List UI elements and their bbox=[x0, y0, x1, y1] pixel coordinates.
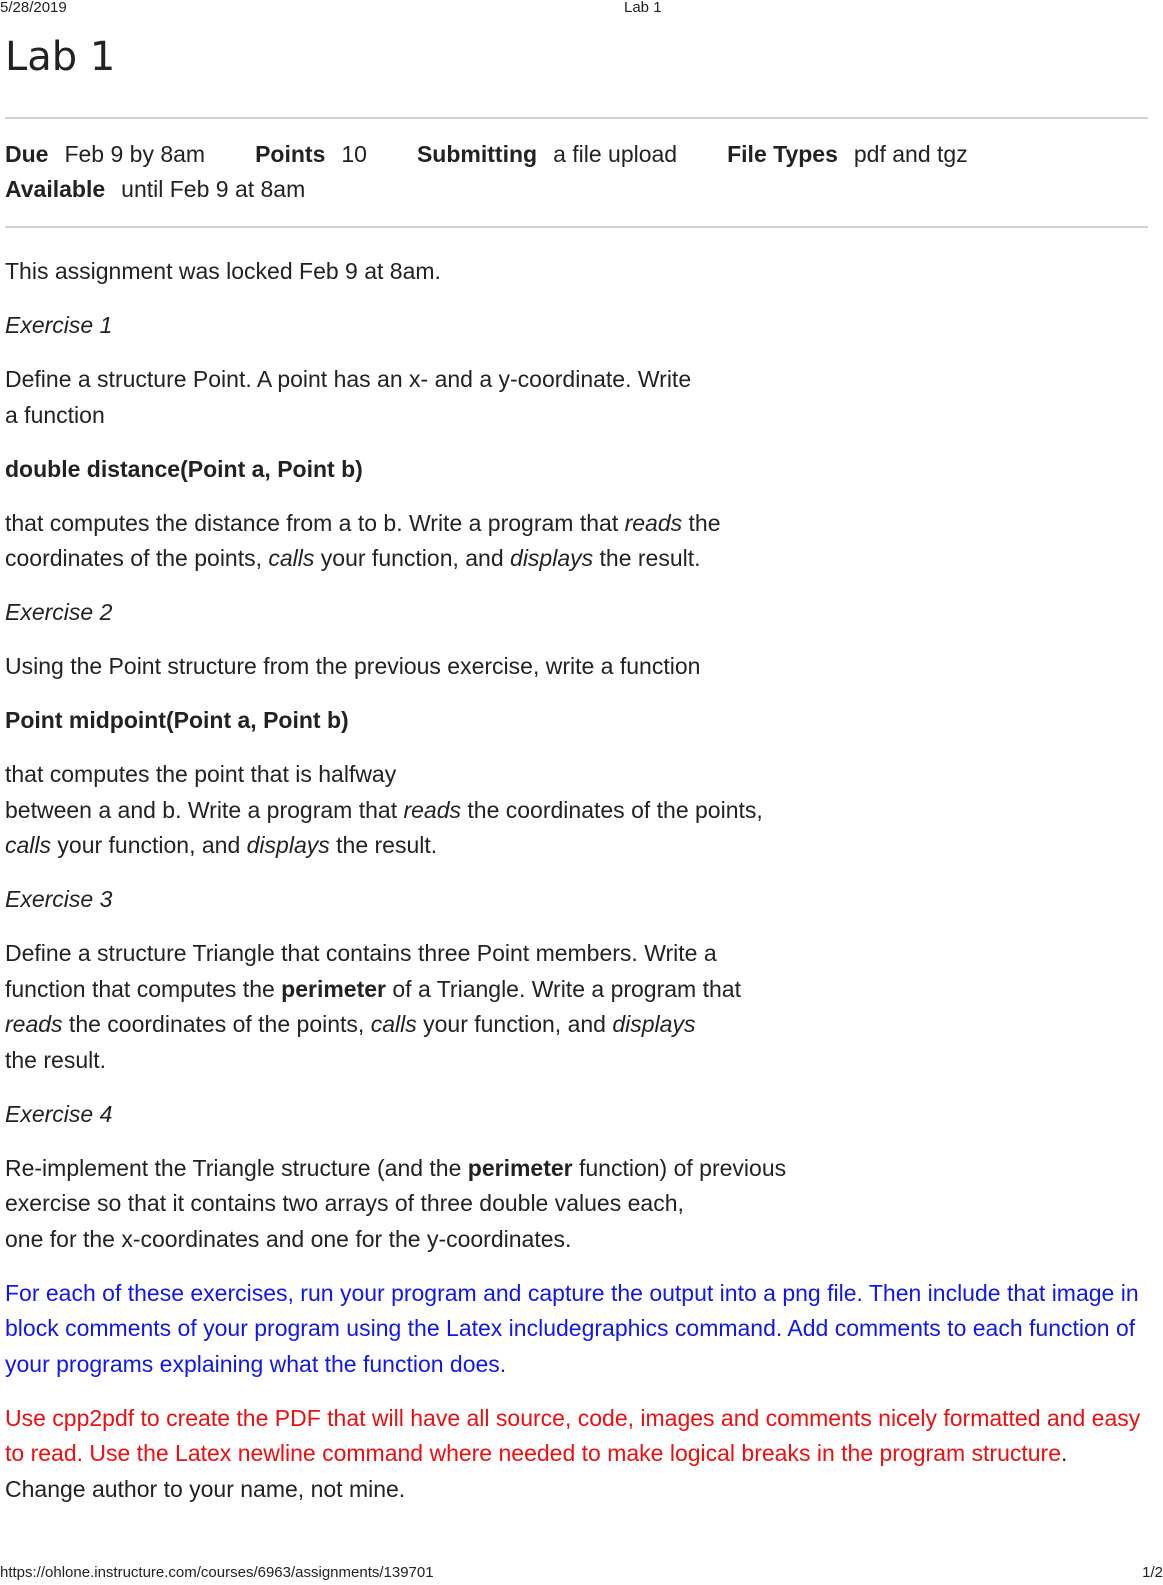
exercise-4-heading: Exercise 4 bbox=[5, 1100, 113, 1127]
exercise-1-heading: Exercise 1 bbox=[5, 312, 113, 338]
print-footer-url: https://ohlone.instructure.com/courses/6963/assignments/139701 bbox=[0, 1564, 434, 1581]
due-value: Feb 9 by 8am bbox=[64, 141, 206, 167]
lock-notice: This assignment was locked Feb 9 at 8am. bbox=[5, 258, 441, 284]
exercise-4-details: Re-implement the Triangle structure (and the perimeter function) of previous exercise so that it contains two arrays of three double values each, one for the x-coordinates and one for the y-coordinates. bbox=[5, 1154, 787, 1252]
exercise-2-signature: Point midpoint(Point a, Point b) bbox=[5, 707, 349, 733]
available-label: Available bbox=[5, 176, 106, 202]
exercise-1-description: Define a structure Point. A point has an x- and a y-coordinate. Write a function bbox=[5, 366, 692, 428]
page-title: Lab 1 bbox=[5, 34, 116, 80]
exercise-3-details: Define a structure Triangle that contains three Point members. Write a function that computes the perimeter of a Triangle. Write a program that reads the coordinates of the points, calls your function, and displays the result. bbox=[5, 940, 741, 1073]
exercise-3-heading: Exercise 3 bbox=[5, 886, 113, 912]
top-divider bbox=[5, 117, 1148, 119]
exercise-2-heading: Exercise 2 bbox=[5, 599, 113, 625]
cpp2pdf-instructions: Use cpp2pdf to create the PDF that will have all source, code, images and comments nicely formatted and easy to read. Use the Latex newline command where needed to make logical breaks in the program structure. Change author to your name, not mine. bbox=[5, 1404, 1141, 1502]
available-value: until Feb 9 at 8am bbox=[121, 176, 306, 202]
points-label: Points bbox=[255, 141, 326, 167]
print-header-title: Lab 1 bbox=[624, 0, 662, 16]
details-row-2 bbox=[5, 172, 968, 207]
points-value: 10 bbox=[341, 141, 367, 167]
details-row-1 bbox=[5, 137, 968, 172]
assignment-description bbox=[5, 254, 1150, 1526]
due-label: Due bbox=[5, 141, 49, 167]
bottom-divider bbox=[5, 226, 1148, 228]
print-header-date: 5/28/2019 bbox=[0, 0, 67, 16]
print-footer-page-number: 1/2 bbox=[1142, 1564, 1163, 1581]
capture-output-instructions: For each of these exercises, run your program and capture the output into a png file. Then include that image in block comments of your program using the Latex includegraphics command. Add comments to each function of your programs explaining what the function does. bbox=[5, 1279, 1139, 1377]
exercise-1-details: that computes the distance from a to b. Write a program that reads the coordinates of the points, calls your function, and displays the result. bbox=[5, 509, 721, 571]
file-types-value: pdf and tgz bbox=[853, 141, 968, 167]
exercise-1-signature: double distance(Point a, Point b) bbox=[5, 455, 363, 482]
submitting-value: a file upload bbox=[553, 141, 678, 167]
assignment-details bbox=[5, 137, 968, 207]
submitting-label: Submitting bbox=[416, 141, 538, 167]
exercise-2-details: that computes the point that is halfway between a and b. Write a program that reads the coordinates of the points, calls your function, and displays the result. bbox=[5, 761, 763, 858]
exercise-2-description: Using the Point structure from the previous exercise, write a function bbox=[5, 653, 701, 679]
file-types-label: File Types bbox=[727, 141, 838, 167]
